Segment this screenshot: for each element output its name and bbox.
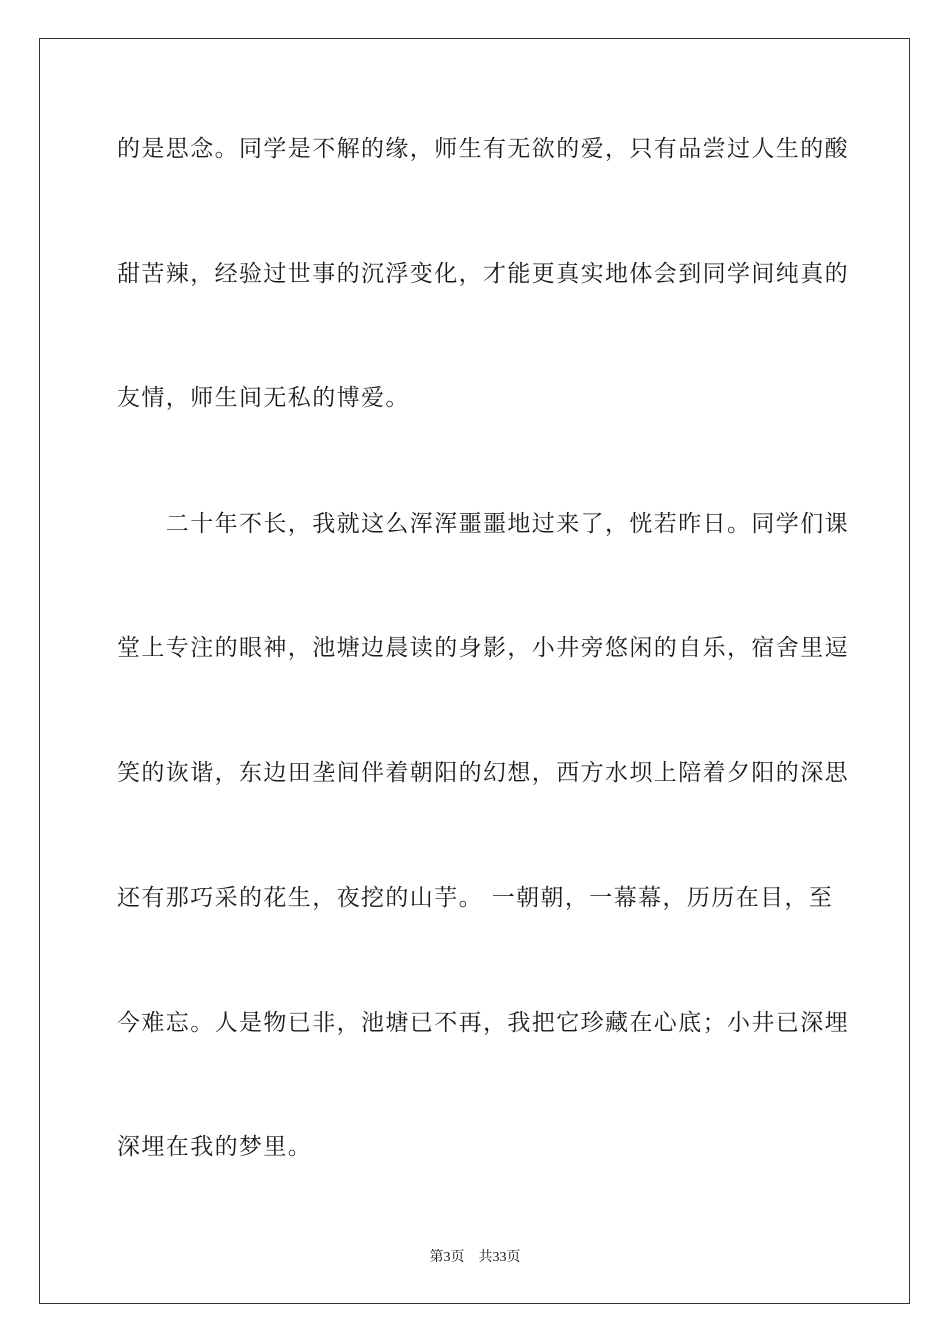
- text-line: 深埋在我的梦里。: [117, 1134, 313, 1160]
- text-line: 甜苦辣，经验过世事的沉浮变化，才能更真实地体会到同学间纯真的: [117, 261, 849, 287]
- text-line: 的是思念。同学是不解的缘，师生有无欲的爱，只有品尝过人生的酸: [117, 136, 849, 162]
- text-line: 笑的诙谐，东边田垄间伴着朝阳的幻想，西方水坝上陪着夕阳的深思: [117, 760, 849, 786]
- text-line: 堂上专注的眼神，池塘边晨读的身影，小井旁悠闲的自乐，宿舍里逗: [117, 635, 849, 661]
- text-line: 今难忘。人是物已非，池塘已不再，我把它珍藏在心底；小井已深埋: [117, 1010, 849, 1036]
- page-frame: [39, 38, 910, 1304]
- page-total: 共33页: [478, 1250, 521, 1265]
- page-number: 第3页: [429, 1250, 465, 1265]
- text-line: 友情，师生间无私的博爱。: [117, 385, 410, 411]
- text-line: 二十年不长，我就这么浑浑噩噩地过来了，恍若昨日。同学们课: [117, 511, 849, 537]
- page-footer: [0, 1248, 950, 1268]
- text-line: 还有那巧采的花生，夜挖的山芋。 一朝朝，一幕幕，历历在目，至: [117, 885, 834, 911]
